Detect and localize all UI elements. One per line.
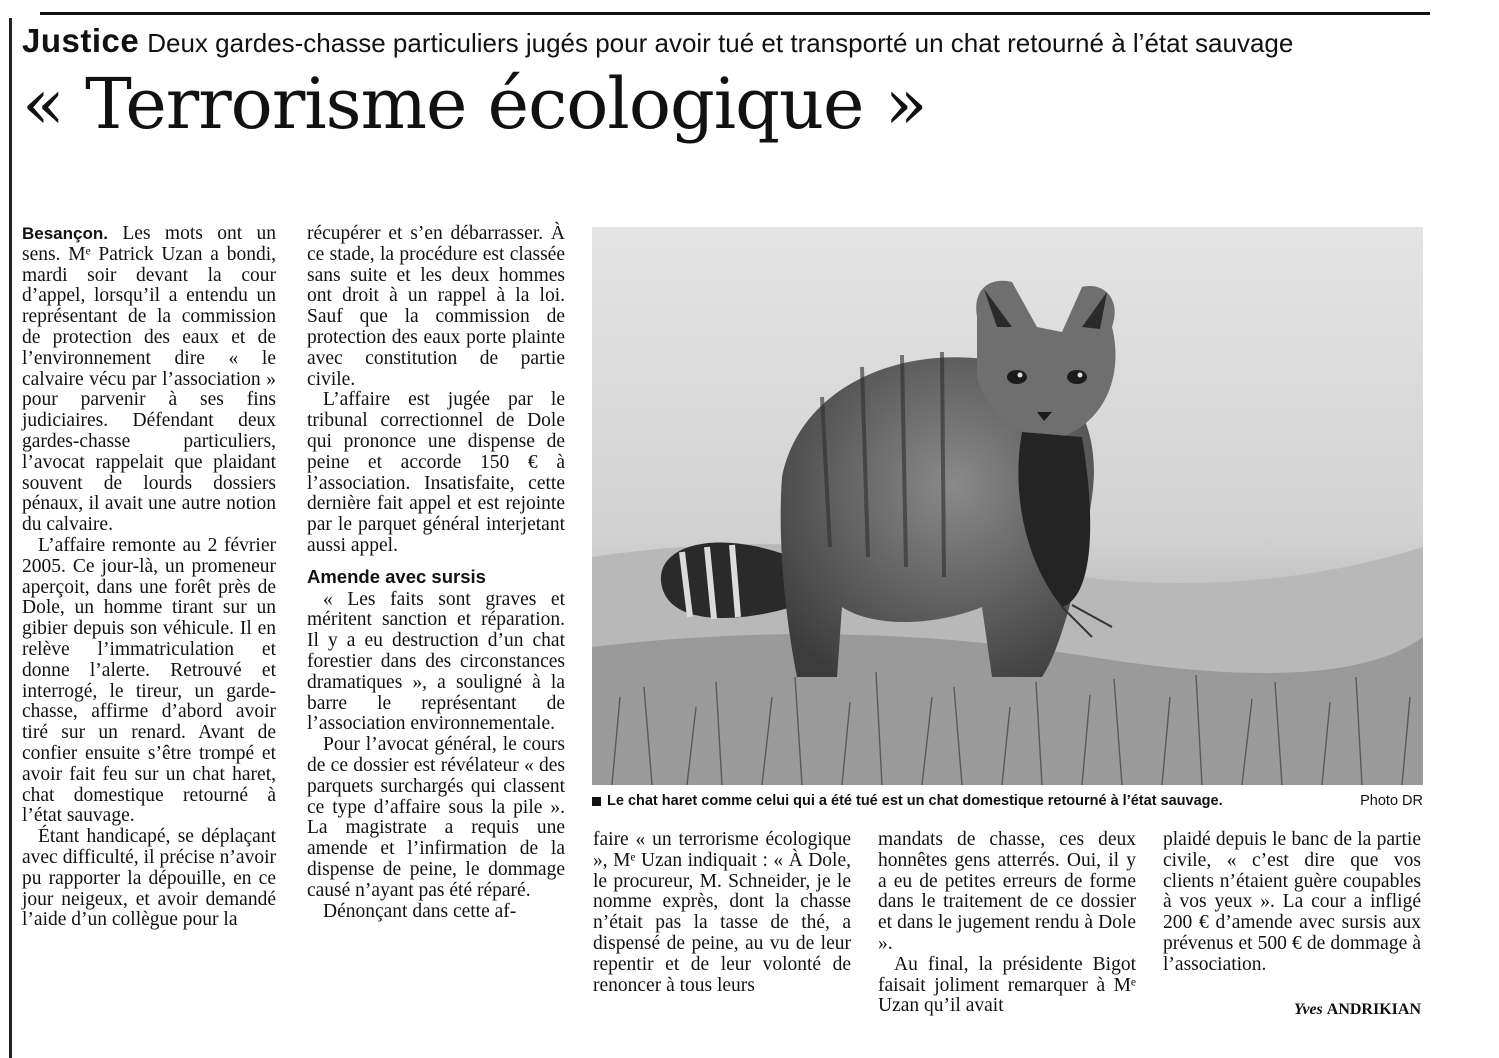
article-column-5 [878,830,1136,1017]
photo-caption [592,793,1423,809]
author-first-name: Yves [1294,1001,1323,1018]
caption-bullet-icon [592,797,601,806]
paragraph: Dénonçant dans cette af- [323,900,517,922]
paragraph: L’affaire remonte au 2 février 2005. Ce jour-là, un promeneur aperçoit, dans une forêt près de Dole, un homme tirant sur un gibier depuis son véhicule. Il en relève l’immatriculation et donne l’alerte. Retrouvé et interrogé, le tireur, un garde-chasse, affirme d’abord avoir tiré sur un renard. Avant de confier ensuite s’être trompé et avoir fait feu sur un chat haret, chat domestique retourné à l’état sauvage. [22,534,276,827]
subheading: Amende avec sursis [307,565,486,587]
top-rule [40,12,1430,15]
paragraph: « Les faits sont graves et méritent sanction et réparation. Il y a eu destruction d’un chat forestier dans des circonstances dramatiques », a souligné à la barre le représentant de l’association environnementale. [307,588,565,735]
paragraph: faire « un terrorisme écologique », Mᵉ Uzan indiquait : « À Dole, le procureur, M. Schneider, je le nomme exprès, dont la chasse n’était pas la tasse de thé, a dispensé de peine, au vu de leur repentir et de leur volonté de renoncer à tous leurs [593,829,851,996]
article-column-2 [307,224,565,922]
article-column-6 [1163,830,1421,976]
paragraph: Étant handicapé, se déplaçant avec difficulté, il précise n’avoir pu rapporter la dépouille, en ce jour neigeux, et avoir demandé l’aide d’un collègue pour la [22,826,276,931]
paragraph: plaidé depuis le banc de la partie civile, « c’est dire que vos clients n’étaient guère coupables à vos yeux ». La cour a infligé 200 € d’amende avec sursis aux prévenus et 500 € de dommage à l’association. [1163,829,1421,975]
kicker-subtitle: Deux gardes-chasse particuliers jugés pour avoir tué et transporté un chat retourné à l’état sauvage [147,28,1294,58]
dateline: Besançon. [22,224,108,243]
paragraph: Au final, la présidente Bigot faisait joliment remarquer à Mᵉ Uzan qu’il avait [878,953,1136,1017]
article-column-4 [593,830,851,996]
paragraph: Les mots ont un sens. Mᵉ Patrick Uzan a bondi, mardi soir devant la cour d’appel, lorsqu’il a entendu un représentant de la commission de protection des eaux et de l’environnement dire « le calvaire vécu par l’association » pour parvenir à ses fins judiciaires. Défendant deux gardes-chasse particuliers, l’avocat rappelait que plaidant souvent de lourds dossiers pénaux, il avait une autre notion du calvaire. [22,223,277,536]
headline: « Terrorisme écologique » [22,63,927,145]
paragraph: Pour l’avocat général, le cours de ce dossier est révélateur « des parquets surchargés qui classent ce type d’affaire sous la pile ». La magistrate a requis une amende et l’infirmation de la dispense de peine, le dommage causé n’ayant pas été réparé. [307,734,565,901]
wildcat-image [592,227,1423,785]
paragraph: mandats de chasse, ces deux honnêtes gens atterrés. Oui, il y a eu de petites erreurs de forme dans le traitement de ce dossier et dans le jugement rendu à Dole ». [878,829,1136,954]
wildcat-photo [592,227,1423,785]
author-last-name: ANDRIKIAN [1326,1001,1421,1018]
kicker [22,22,1293,60]
section-tag: Justice [22,22,140,59]
paragraph: récupérer et s’en débarrasser. À ce stade, la procédure est classée sans suite et les deux hommes ont droit à un rappel à la loi. Sauf que la commission de protection des eaux porte plainte avec constitution de partie civile. [307,223,565,390]
article-column-1 [22,224,276,931]
paragraph: L’affaire est jugée par le tribunal correctionnel de Dole qui prononce une dispense de peine et accorde 150 € à l’association. Insatisfaite, cette dernière fait appel et est rejointe par le parquet général interjetant aussi appel. [307,389,565,556]
photo-credit: Photo DR [1360,793,1423,809]
byline [1294,1001,1421,1019]
caption-text: Le chat haret comme celui qui a été tué est un chat domestique retourné à l’état sauvage. [607,793,1223,809]
left-rule [9,18,12,1058]
